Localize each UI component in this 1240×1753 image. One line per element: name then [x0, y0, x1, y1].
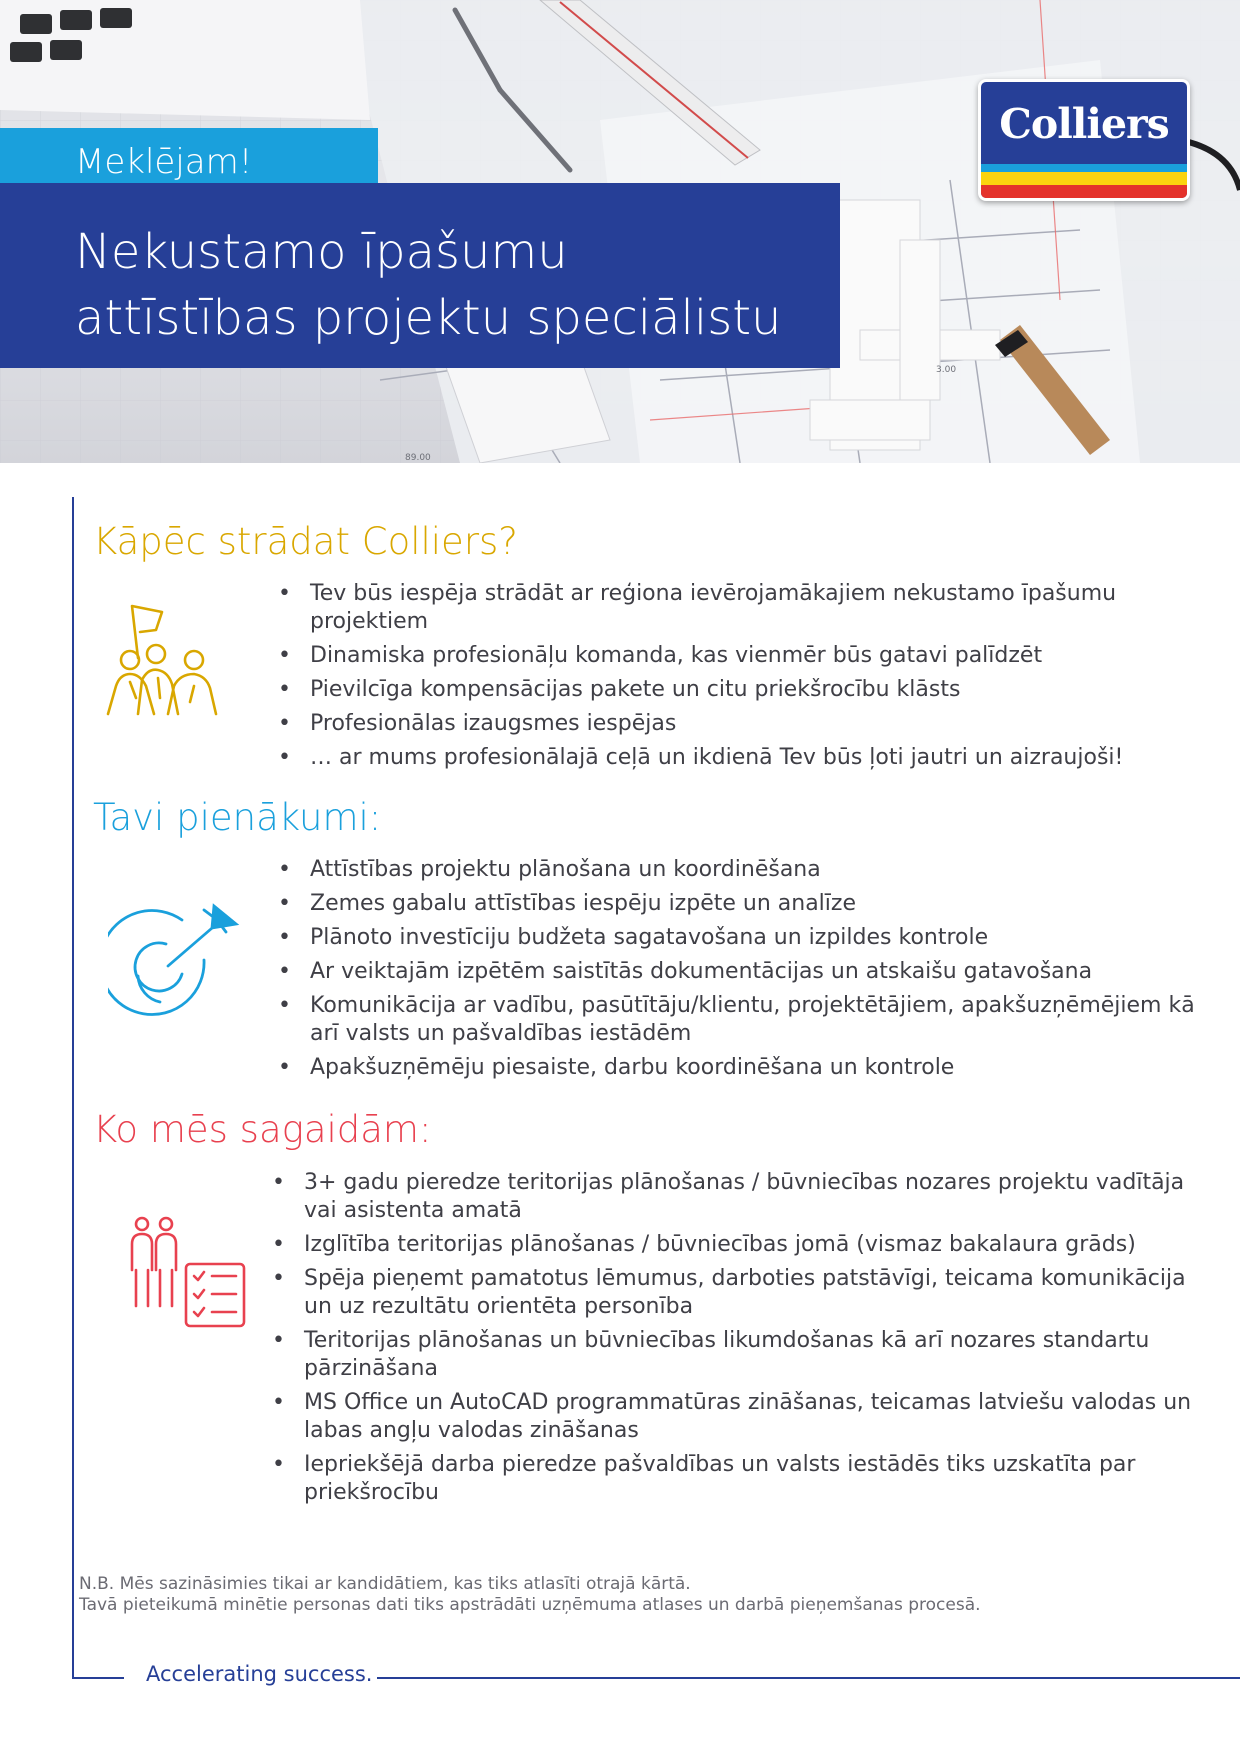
duties-item: • Apakšuzņēmēju piesaiste, darbu koordinēšana un kontrole — [278, 1054, 1208, 1082]
expect-item: • Izglītība teritorijas plānošanas / būvniecības jomā (vismaz bakalaura grāds) — [272, 1231, 1202, 1259]
duties-item: • Komunikācija ar vadību, pasūtītāju/klientu, projektētājiem, apakšuzņēmējiem kā arī valsts un pašvaldības iestādēm — [278, 992, 1208, 1048]
section-duties-heading: Tavi pienākumi: — [93, 796, 382, 839]
duties-item: • Attīstības projektu plānošana un koordinēšana — [278, 856, 1208, 884]
svg-text:89.00: 89.00 — [405, 453, 431, 463]
job-title-banner — [0, 183, 840, 368]
why-item: • Pievilcīga kompensācijas pakete un citu priekšrocību klāsts — [278, 676, 1198, 704]
footer-tagline: Accelerating success. — [146, 1662, 373, 1686]
logo-stripe-red — [981, 185, 1187, 198]
team-flag-icon — [100, 602, 240, 720]
duties-list — [278, 856, 1208, 1088]
expect-item: • Spēja pieņemt pamatotus lēmumus, darboties patstāvīgi, teicama komunikācija un uz rezultātu orientēta personība — [272, 1265, 1202, 1321]
frame-bottom-line-right — [377, 1677, 1240, 1679]
section-why-heading: Kāpēc strādat Colliers? — [93, 520, 518, 563]
disclaimer-note — [79, 1574, 981, 1616]
duties-item: • Ar veiktajām izpētēm saistītās dokumentācijas un atskaišu gatavošana — [278, 958, 1208, 986]
expect-item: • 3+ gadu pieredze teritorijas plānošanas / būvniecības nozares projektu vadītāja vai asistenta amatā — [272, 1169, 1202, 1225]
logo-stripe-blue — [981, 164, 1187, 172]
duties-item: • Zemes gabalu attīstības iespēju izpēte un analīze — [278, 890, 1208, 918]
target-arrow-icon — [108, 902, 248, 1032]
why-item: • Profesionālas izaugsmes iespējas — [278, 710, 1198, 738]
why-item: • Dinamiska profesionāļu komanda, kas vienmēr būs gatavi palīdzēt — [278, 642, 1198, 670]
duties-item: • Plānoto investīciju budžeta sagatavošana un izpildes kontrole — [278, 924, 1208, 952]
job-title-line-1: Nekustamo īpašumu — [75, 224, 568, 280]
section-expect-heading: Ko mēs sagaidām: — [93, 1108, 432, 1151]
frame-vertical-line — [72, 497, 74, 1679]
people-checklist-icon — [128, 1214, 252, 1332]
frame-bottom-line-left — [72, 1677, 124, 1679]
expect-item: • MS Office un AutoCAD programmatūras zināšanas, teicamas latviešu valodas un labas angļu valodas zināšanas — [272, 1389, 1202, 1445]
why-item: • Tev būs iespēja strādāt ar reģiona ievērojamākajiem nekustamo īpašumu projektiem — [278, 580, 1198, 636]
colliers-logo — [978, 79, 1190, 201]
hiring-tag: Meklējam! — [0, 128, 378, 196]
job-title-line-2: attīstības projektu speciālistu — [75, 290, 782, 346]
logo-wordmark: Colliers — [999, 100, 1169, 148]
logo-stripe-yellow — [981, 172, 1187, 185]
why-list — [278, 580, 1198, 778]
expect-item: • Teritorijas plānošanas un būvniecības likumdošanas kā arī nozares standartu pārzināšana — [272, 1327, 1202, 1383]
svg-text:3.00: 3.00 — [936, 365, 957, 375]
note-line-1: N.B. Mēs sazināsimies tikai ar kandidātiem, kas tiks atlasīti otrajā kārtā. — [79, 1574, 691, 1594]
expect-item: • Iepriekšējā darba pieredze pašvaldības un valsts iestādēs tiks uzskatīta par priekšrocību — [272, 1451, 1202, 1507]
why-item: • … ar mums profesionālajā ceļā un ikdienā Tev būs ļoti jautri un aizraujoši! — [278, 744, 1198, 772]
note-line-2: Tavā pieteikumā minētie personas dati tiks apstrādāti uzņēmuma atlases un darbā pieņemšanas procesā. — [79, 1595, 981, 1615]
expect-list — [272, 1169, 1202, 1513]
